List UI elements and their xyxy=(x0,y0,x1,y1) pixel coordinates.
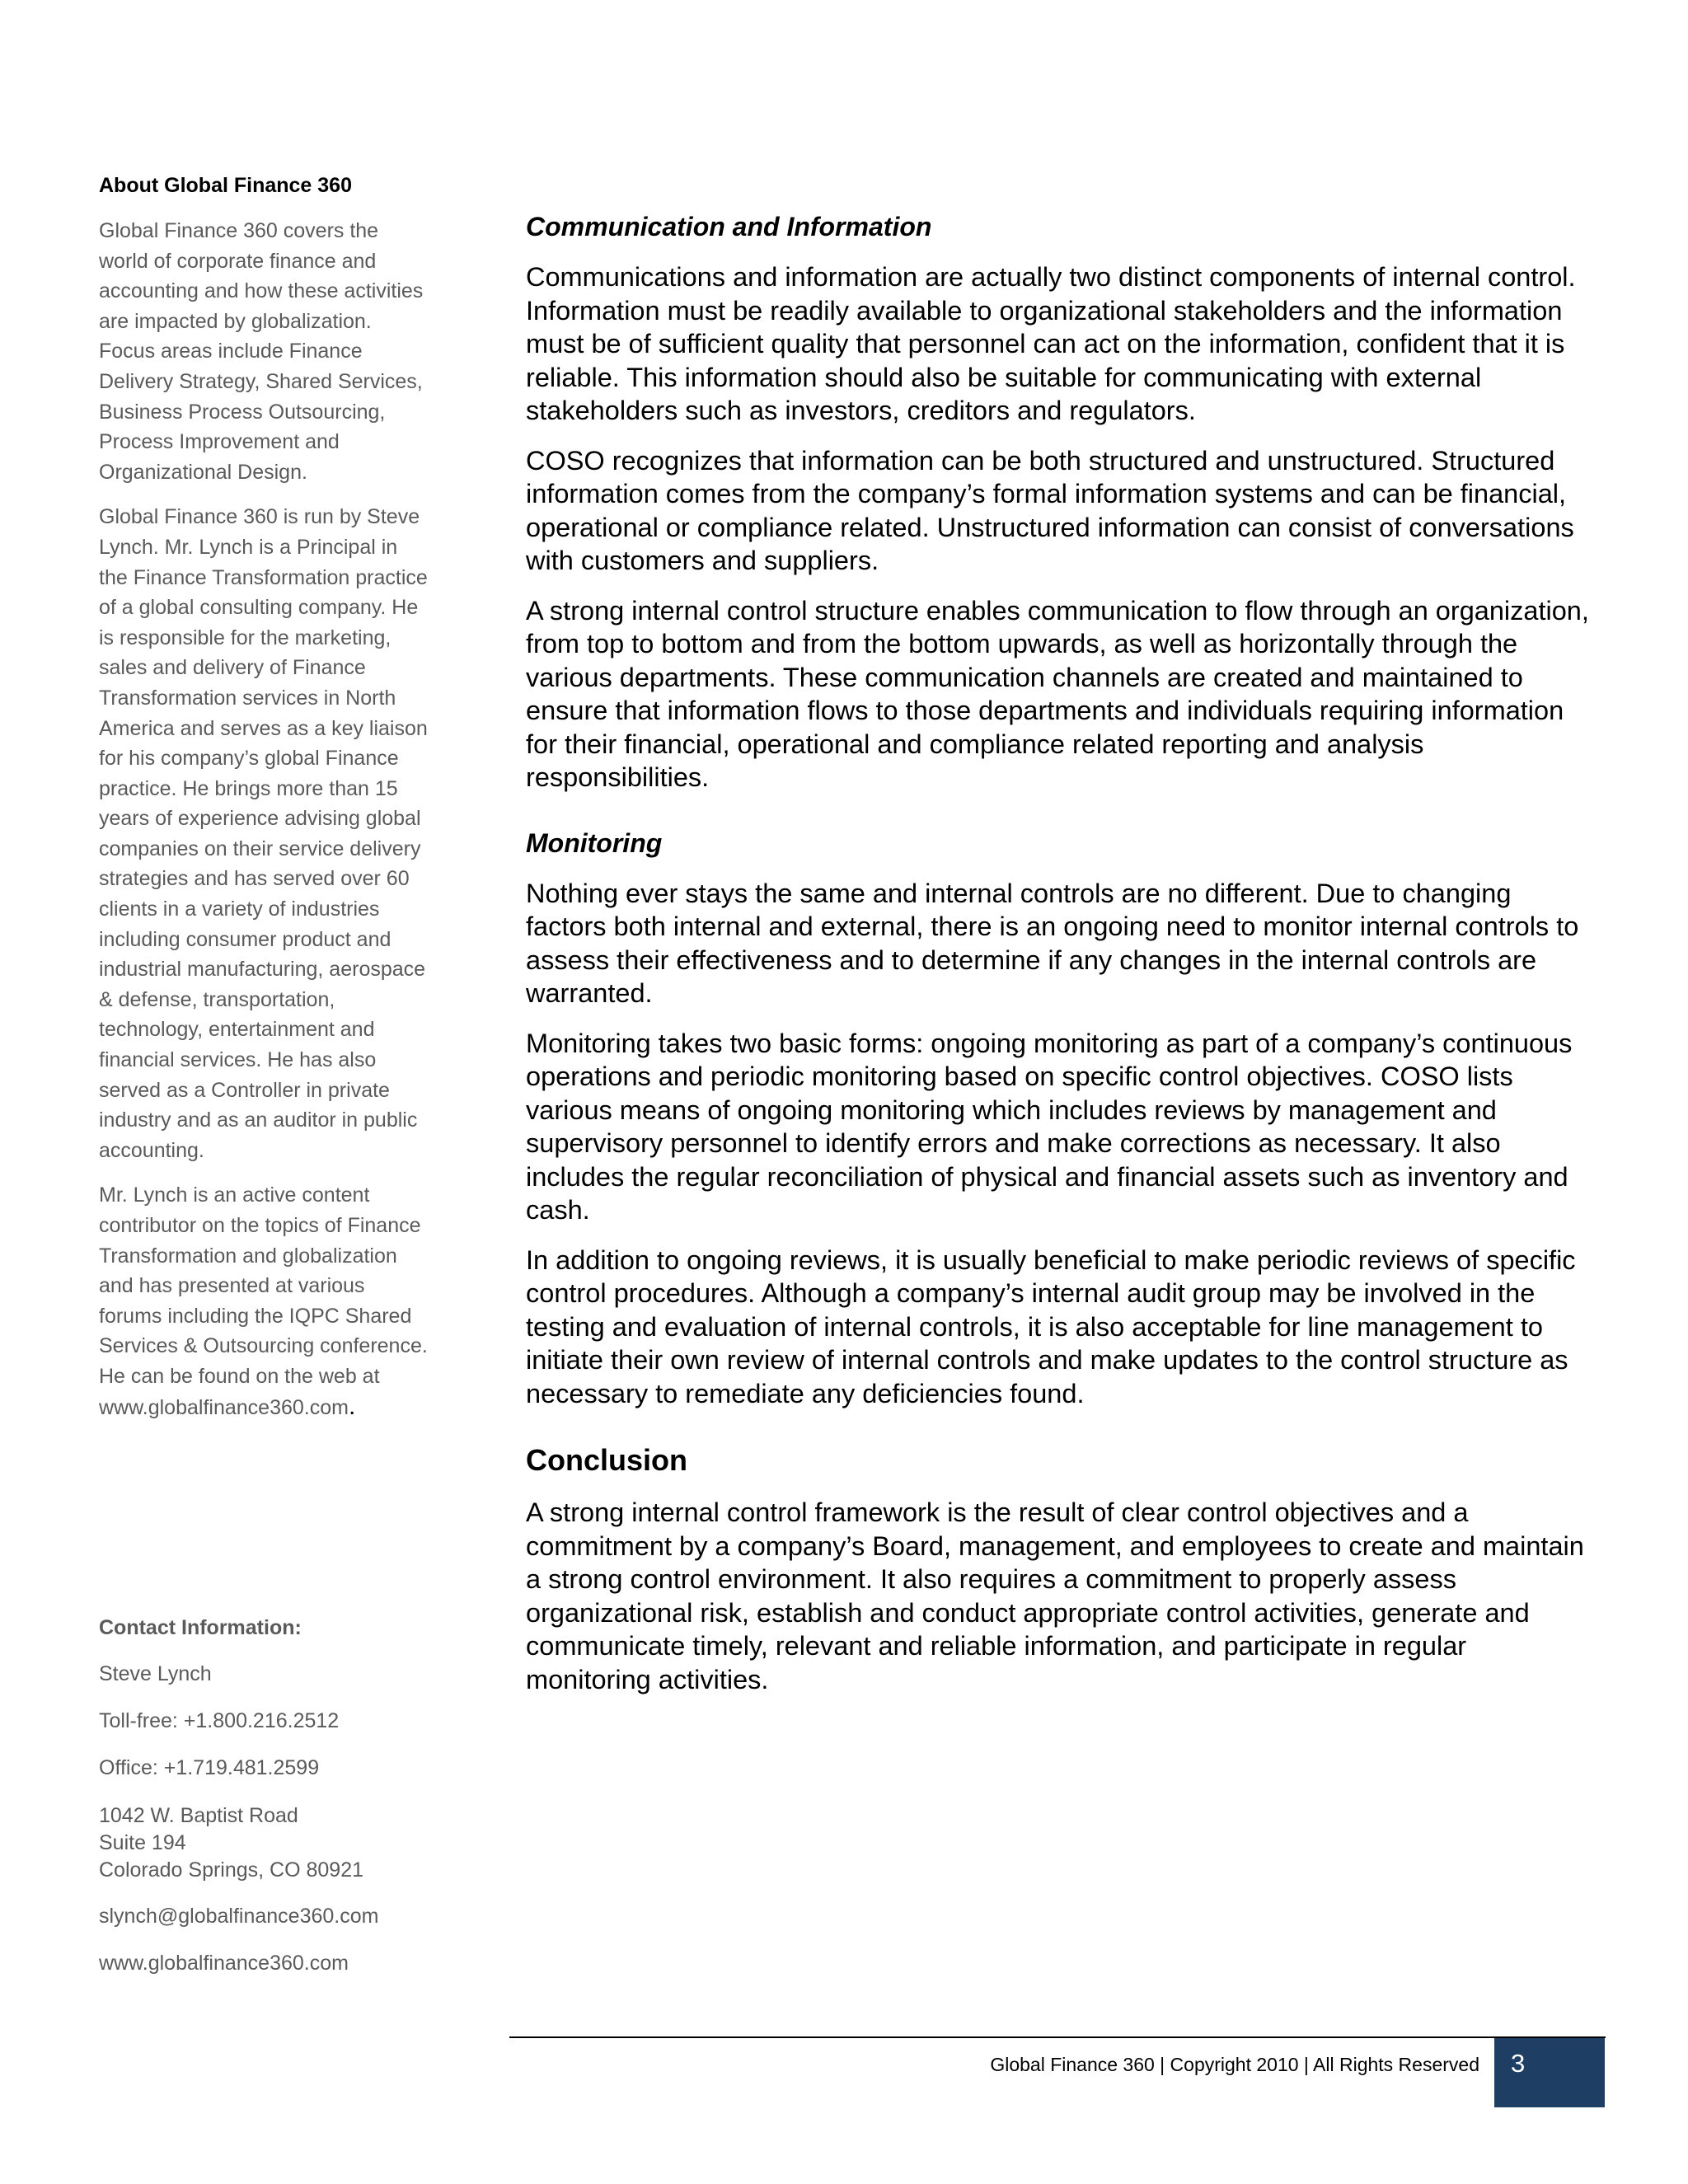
page-number-box xyxy=(1494,2038,1605,2107)
body-paragraph: Monitoring takes two basic forms: ongoing monitoring as part of a company’s continuous operations and periodic monitoring based on specific control objectives. COSO lists various means of ongoing monitoring which includes reviews by management and supervisory personnel to identify errors and make corrections as necessary. It also includes the regular reconciliation of physical and financial assets such as inventory and cash. xyxy=(526,1028,1573,1225)
contact-tollfree: Toll-free: +1.800.216.2512 xyxy=(99,1709,340,1732)
footer-divider xyxy=(509,2036,1606,2038)
contact-office: Office: +1.719.481.2599 xyxy=(99,1756,320,1779)
contact-address xyxy=(99,1802,445,1884)
section-title-monitoring: Monitoring xyxy=(526,827,663,858)
contact-website[interactable]: www.globalfinance360.com xyxy=(99,1952,349,1975)
sidebar-paragraph-period: . xyxy=(348,1392,356,1420)
contact-block xyxy=(99,1615,445,1998)
sidebar-paragraph-bio xyxy=(99,1180,429,1422)
sidebar-paragraph: Global Finance 360 covers the world of corporate finance and accounting and how these activities are impacted by globalization. Focus areas include Finance Delivery Strategy, Shared Services, Business Process Outsourcing, Process Improvement and Organizational Design. xyxy=(99,219,424,484)
section-title-communication: Communication and Information xyxy=(526,212,932,241)
body-paragraph: Nothing ever stays the same and internal controls are no different. Due to changing factors both internal and external, there is an ongoing need to monitor internal controls to assess their effectiveness and to determine if any changes in the internal controls are warranted. xyxy=(526,878,1579,1008)
body-paragraph: In addition to ongoing reviews, it is usually beneficial to make periodic reviews of specific control procedures. Although a company’s internal audit group may be involved in the testing and evaluation of internal controls, it is also acceptable for line management to initiate their own review of internal controls and make updates to the control structure as necessary to remediate any deficiencies found. xyxy=(526,1244,1576,1408)
sidebar xyxy=(99,173,429,1437)
section-title-conclusion: Conclusion xyxy=(526,1443,687,1477)
body-paragraph: A strong internal control framework is the result of clear control objectives and a commitment by a company’s Board, management, and employees to create and maintain a strong control environment. It also requires a commitment to properly assess organizational risk, establish and conduct appropriate control activities, generate and communicate timely, relevant and reliable information, and participate in regular monitoring activities. xyxy=(526,1497,1584,1694)
address-line: 1042 W. Baptist Road xyxy=(99,1804,298,1827)
body-paragraph: A strong internal control structure enables communication to flow through an organization, from top to bottom and from the bottom upwards, as well as horizontally through the various departments. These communication channels are created and maintained to ensure that information flows to those departments and individuals requiring information for their financial, operational and compliance related reporting and analysis responsibilities. xyxy=(526,595,1589,792)
page-number: 3 xyxy=(1511,2049,1526,2078)
contact-heading: Contact Information: xyxy=(99,1616,302,1639)
contact-email[interactable]: slynch@globalfinance360.com xyxy=(99,1905,379,1928)
body-paragraph: Communications and information are actually two distinct components of internal control. Information must be readily available to organizational stakeholders and the information must be of sufficient quality that personnel can act on the information, confident that it is reliable. This information should also be suitable for communicating with external stakeholders such as investors, creditors and regulators. xyxy=(526,262,1576,425)
main-content xyxy=(526,211,1589,1713)
sidebar-paragraph: Global Finance 360 is run by Steve Lynch. Mr. Lynch is a Principal in the Finance Transformation practice of a global consulting company. He is responsible for the marketing, sales and delivery of Finance Transformation services in North America and serves as a key liaison for his company’s global Finance practice. He brings more than 15 years of experience advising global companies on their service delivery strategies and has served over 60 clients in a variety of industries including consumer product and industrial manufacturing, aerospace & defense, transportation, technology, entertainment and financial services. He has also served as a Controller in private industry and as an auditor in public accounting. xyxy=(99,505,428,1162)
footer-copyright: Global Finance 360 | Copyright 2010 | All Rights Reserved xyxy=(990,2054,1479,2075)
sidebar-heading: About Global Finance 360 xyxy=(99,174,352,197)
sidebar-paragraph-text: Mr. Lynch is an active content contributor on the topics of Finance Transformation and globalization and has presented at various forums including the IQPC Shared Services & Outsourcing conference. He can be found on the web at www.globalfinance360.com xyxy=(99,1183,428,1419)
address-line: Colorado Springs, CO 80921 xyxy=(99,1858,364,1882)
address-line: Suite 194 xyxy=(99,1831,186,1854)
body-paragraph: COSO recognizes that information can be both structured and unstructured. Structured information comes from the company’s formal information systems and can be financial, operational or compliance related. Unstructured information can consist of conversations with customers and suppliers. xyxy=(526,445,1574,575)
contact-name: Steve Lynch xyxy=(99,1662,212,1685)
